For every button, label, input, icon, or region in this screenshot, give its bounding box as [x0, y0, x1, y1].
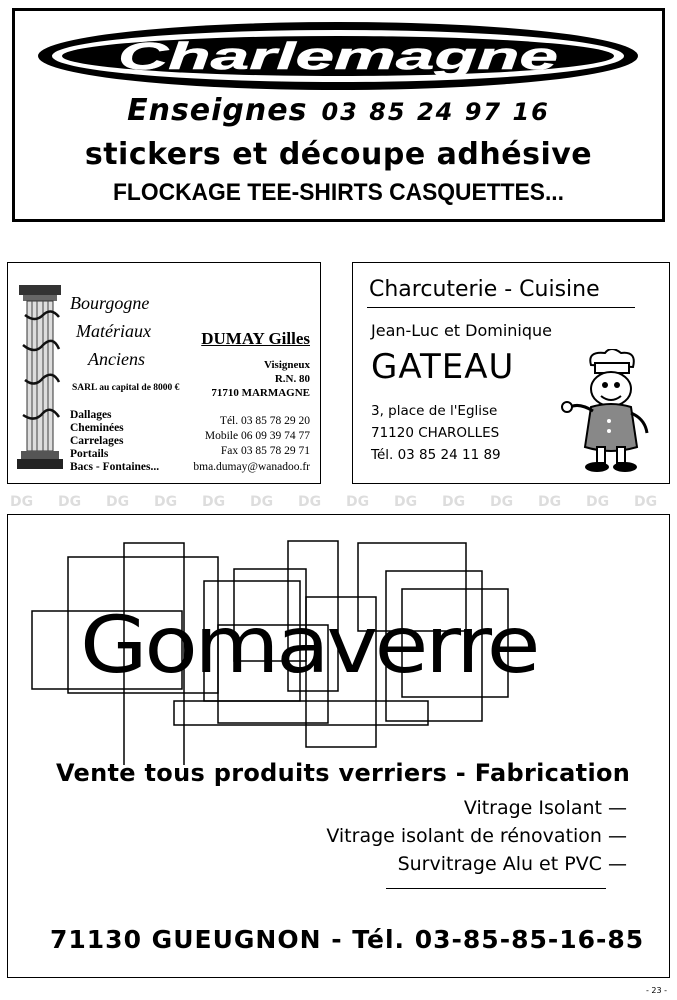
gateau-tel: Tél. 03 85 24 11 89: [371, 447, 501, 463]
watermark-mark: DG: [394, 494, 418, 510]
enseignes-label: Enseignes: [127, 93, 308, 128]
bma-product: Dallages: [70, 409, 112, 421]
bma-ad: [7, 262, 321, 484]
bma-name-line3: Anciens: [88, 349, 145, 369]
watermark-mark: DG: [298, 494, 322, 510]
gomaverre-item: Survitrage Alu et PVC —: [397, 853, 627, 875]
gomaverre-ad: [7, 514, 670, 978]
bma-owner: DUMAY Gilles: [201, 329, 310, 348]
watermark-mark: DG: [58, 494, 82, 510]
watermark-mark: DG: [106, 494, 130, 510]
watermark-mark: DG: [346, 494, 370, 510]
bma-fax: Fax 03 85 78 29 71: [220, 445, 310, 457]
watermark-mark: DG: [586, 494, 610, 510]
bma-tel: Tél. 03 85 78 29 20: [219, 415, 310, 427]
watermark-mark: DG: [202, 494, 226, 510]
watermark-mark: DG: [634, 494, 658, 510]
bma-email: bma.dumay@wanadoo.fr: [193, 461, 310, 473]
bma-address-line: R.N. 80: [274, 373, 310, 385]
bma-name-line2: Matériaux: [76, 321, 151, 341]
gomaverre-rule: [386, 888, 606, 889]
column-illustration: [17, 285, 63, 469]
bma-address-line: Visigneux: [263, 359, 310, 371]
watermark-mark: DG: [10, 494, 34, 510]
page-number: - 23 -: [645, 986, 667, 995]
watermark-mark: DG: [250, 494, 274, 510]
watermark-strip: [0, 486, 677, 512]
charlemagne-logo: [35, 19, 641, 93]
watermark-mark: DG: [442, 494, 466, 510]
bma-address-line: 71710 MARMAGNE: [211, 387, 310, 399]
gateau-title-rule: [367, 307, 635, 308]
gateau-ad: [352, 262, 670, 484]
gomaverre-headline: Vente tous produits verriers - Fabrication: [56, 759, 631, 787]
watermark-mark: DG: [154, 494, 178, 510]
charlemagne-phone: 03 85 24 97 16: [321, 98, 550, 126]
charlemagne-logo-text: Charlemagne: [118, 36, 558, 78]
gateau-names: Jean-Luc et Dominique: [371, 321, 553, 340]
gomaverre-item: Vitrage Isolant —: [463, 797, 627, 819]
enseignes-line: [15, 93, 662, 128]
bma-product: Portails: [70, 448, 109, 460]
flockage-line: FLOCKAGE TEE-SHIRTS CASQUETTES...: [113, 179, 564, 206]
gomaverre-item: Vitrage isolant de rénovation —: [326, 825, 627, 847]
gomaverre-footer: 71130 GUEUGNON - Tél. 03-85-85-16-85: [50, 925, 645, 954]
bma-sarl: SARL au capital de 8000 €: [72, 383, 180, 393]
gateau-address2: 71120 CHAROLLES: [371, 425, 500, 441]
watermark-mark: DG: [490, 494, 514, 510]
bma-mobile: Mobile 06 09 39 74 77: [204, 430, 310, 442]
bma-product: Carrelages: [70, 435, 124, 447]
bma-name-line1: Bourgogne: [70, 293, 150, 313]
charlemagne-ad: [12, 8, 665, 222]
gateau-surname: GATEAU: [371, 347, 515, 387]
bma-product: Bacs - Fontaines...: [70, 461, 160, 473]
stickers-line: stickers et découpe adhésive: [84, 137, 593, 172]
bma-product: Cheminées: [70, 422, 124, 434]
chef-illustration: [561, 349, 661, 475]
gateau-address1: 3, place de l'Eglise: [371, 403, 498, 419]
gateau-title: Charcuterie - Cuisine: [369, 277, 600, 302]
gomaverre-logo: Gomaverre: [80, 601, 538, 691]
watermark-mark: DG: [538, 494, 562, 510]
